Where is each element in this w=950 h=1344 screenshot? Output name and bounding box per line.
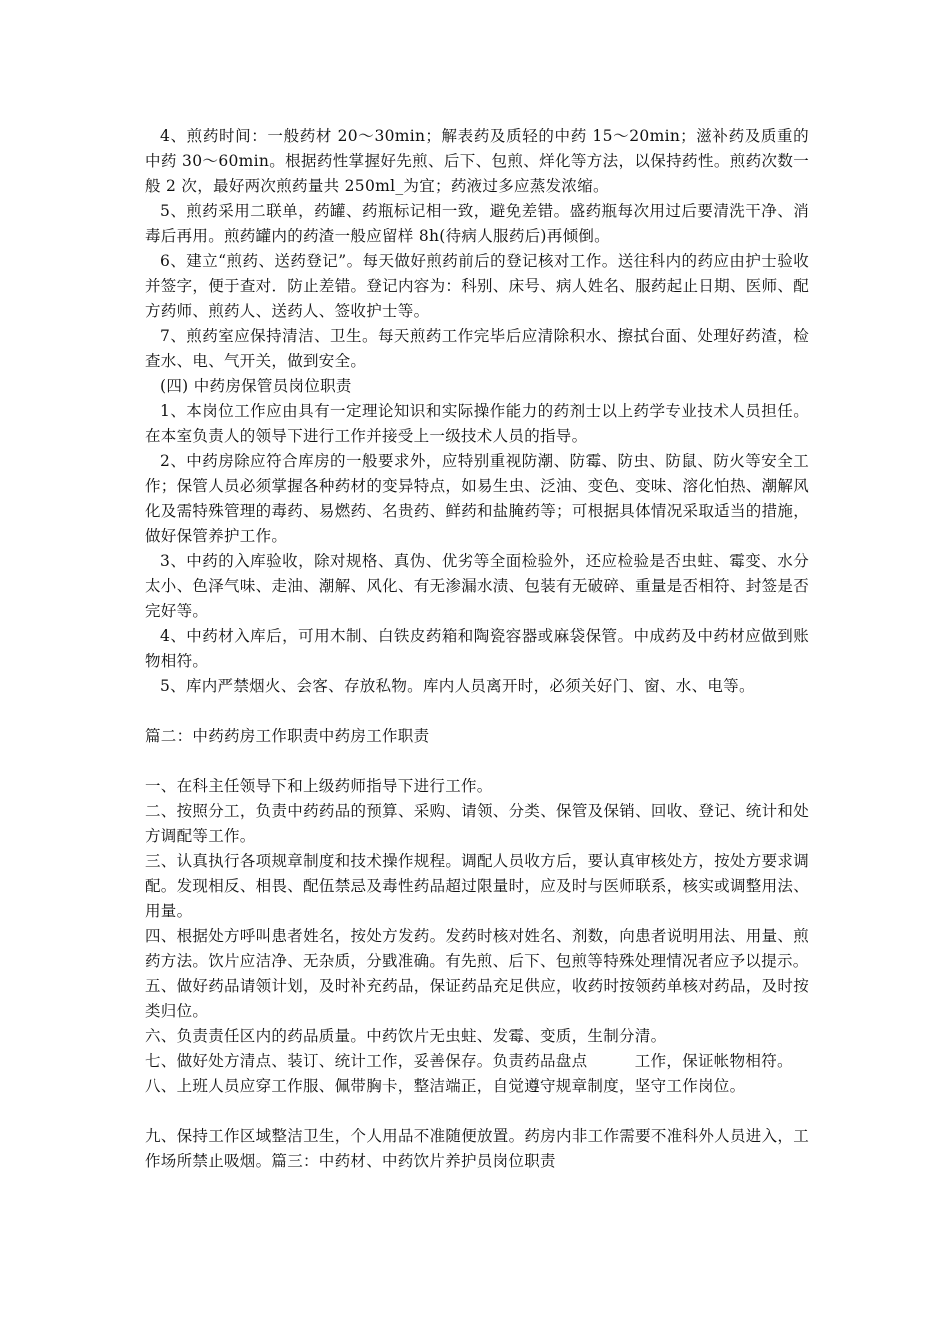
paragraph-duplicate-form: 5、煎药采用二联单，药罐、药瓶标记相一致，避免差错。盛药瓶每次用过后要清洗干净、消毒后再用。煎药罐内的药渣一般应留样 8h(待病人服药后)再倾倒。 bbox=[145, 202, 809, 245]
section-heading: (四) 中药房保管员岗位职责 bbox=[160, 377, 352, 395]
document-body bbox=[145, 124, 809, 1174]
paragraph-keeper-4: 4、中药材入库后，可用木制、白铁皮药箱和陶瓷容器或麻袋保管。中成药及中药材应做到账物相符。 bbox=[145, 627, 809, 670]
paragraph-duty-9: 九、保持工作区域整洁卫生，个人用品不准随便放置。药房内非工作需要不准科外人员进入，工作场所禁止吸烟。篇三：中药材、中药饮片养护员岗位职责 bbox=[145, 1127, 809, 1170]
paragraph-decoction-time: 4、煎药时间：一般药材 20～30min；解表药及质轻的中药 15～20min；滋补药及质重的中药 30～60min。根据药性掌握好先煎、后下、包煎、烊化等方法，以保持药性。煎药次数一般 2 次，最好两次煎药量共 250ml_为宜；药液过多应蒸发浓缩。 bbox=[145, 127, 809, 195]
part-two-title: 篇二：中药药房工作职责中药房工作职责 bbox=[145, 727, 430, 745]
paragraph-duty-7: 七、做好处方清点、装订、统计工作，妥善保存。负责药品盘点 工作，保证帐物相符。 bbox=[145, 1052, 793, 1070]
paragraph-keeper-2: 2、中药房除应符合库房的一般要求外，应特别重视防潮、防霉、防虫、防鼠、防火等安全工作；保管人员必须掌握各种药材的变异特点，如易生虫、泛油、变色、变味、溶化怕热、潮解风化及需特殊管理的毒药、易燃药、名贵药、鲜药和盐腌药等；可根据具体情况采取适当的措施，做好保管养护工作。 bbox=[145, 452, 809, 545]
paragraph-duty-8: 八、上班人员应穿工作服、佩带胸卡，整洁端正，自觉遵守规章制度，坚守工作岗位。 bbox=[145, 1077, 746, 1095]
paragraph-keeper-1: 1、本岗位工作应由具有一定理论知识和实际操作能力的药剂士以上药学专业技术人员担任。在本室负责人的领导下进行工作并接受上一级技术人员的指导。 bbox=[145, 402, 809, 445]
spacer bbox=[145, 1099, 809, 1124]
paragraph-keeper-3: 3、中药的入库验收，除对规格、真伪、优劣等全面检验外，还应检验是否虫蛀、霉变、水分太小、色泽气味、走油、潮解、风化、有无渗漏水渍、包装有无破碎、重量是否相符、封签是否完好等。 bbox=[145, 552, 809, 620]
paragraph-duty-6: 六、负责责任区内的药品质量。中药饮片无虫蛀、发霉、变质，生制分清。 bbox=[145, 1027, 667, 1045]
paragraph-duty-2: 二、按照分工，负责中药药品的预算、采购、请领、分类、保管及保销、回收、登记、统计和处方调配等工作。 bbox=[145, 802, 809, 845]
spacer bbox=[145, 699, 809, 724]
paragraph-cleanliness: 7、煎药室应保持清洁、卫生。每天煎药工作完毕后应清除积水、擦拭台面、处理好药渣，检查水、电、气开关，做到安全。 bbox=[145, 327, 809, 370]
paragraph-duty-4: 四、根据处方呼叫患者姓名，按处方发药。发药时核对姓名、剂数，向患者说明用法、用量、煎药方法。饮片应洁净、无杂质，分戥准确。有先煎、后下、包煎等特殊处理情况者应予以提示。 bbox=[145, 927, 809, 970]
paragraph-keeper-5: 5、库内严禁烟火、会客、存放私物。库内人员离开时，必须关好门、窗、水、电等。 bbox=[160, 677, 755, 695]
paragraph-registration: 6、建立“煎药、送药登记”。每天做好煎药前后的登记核对工作。送往科内的药应由护士验收并签字，便于查对．防止差错。登记内容为：科别、床号、病人姓名、服药起止日期、医师、配方药师、煎药人、送药人、签收护士等。 bbox=[145, 252, 809, 320]
paragraph-duty-5: 五、做好药品请领计划，及时补充药品，保证药品充足供应，收药时按领药单核对药品，及时按类归位。 bbox=[145, 977, 809, 1020]
spacer bbox=[145, 749, 809, 774]
paragraph-duty-3: 三、认真执行各项规章制度和技术操作规程。调配人员收方后，要认真审核处方，按处方要求调配。发现相反、相畏、配伍禁忌及毒性药品超过限量时，应及时与医师联系，核实或调整用法、用量。 bbox=[145, 852, 809, 920]
paragraph-duty-1: 一、在科主任领导下和上级药师指导下进行工作。 bbox=[145, 777, 493, 795]
